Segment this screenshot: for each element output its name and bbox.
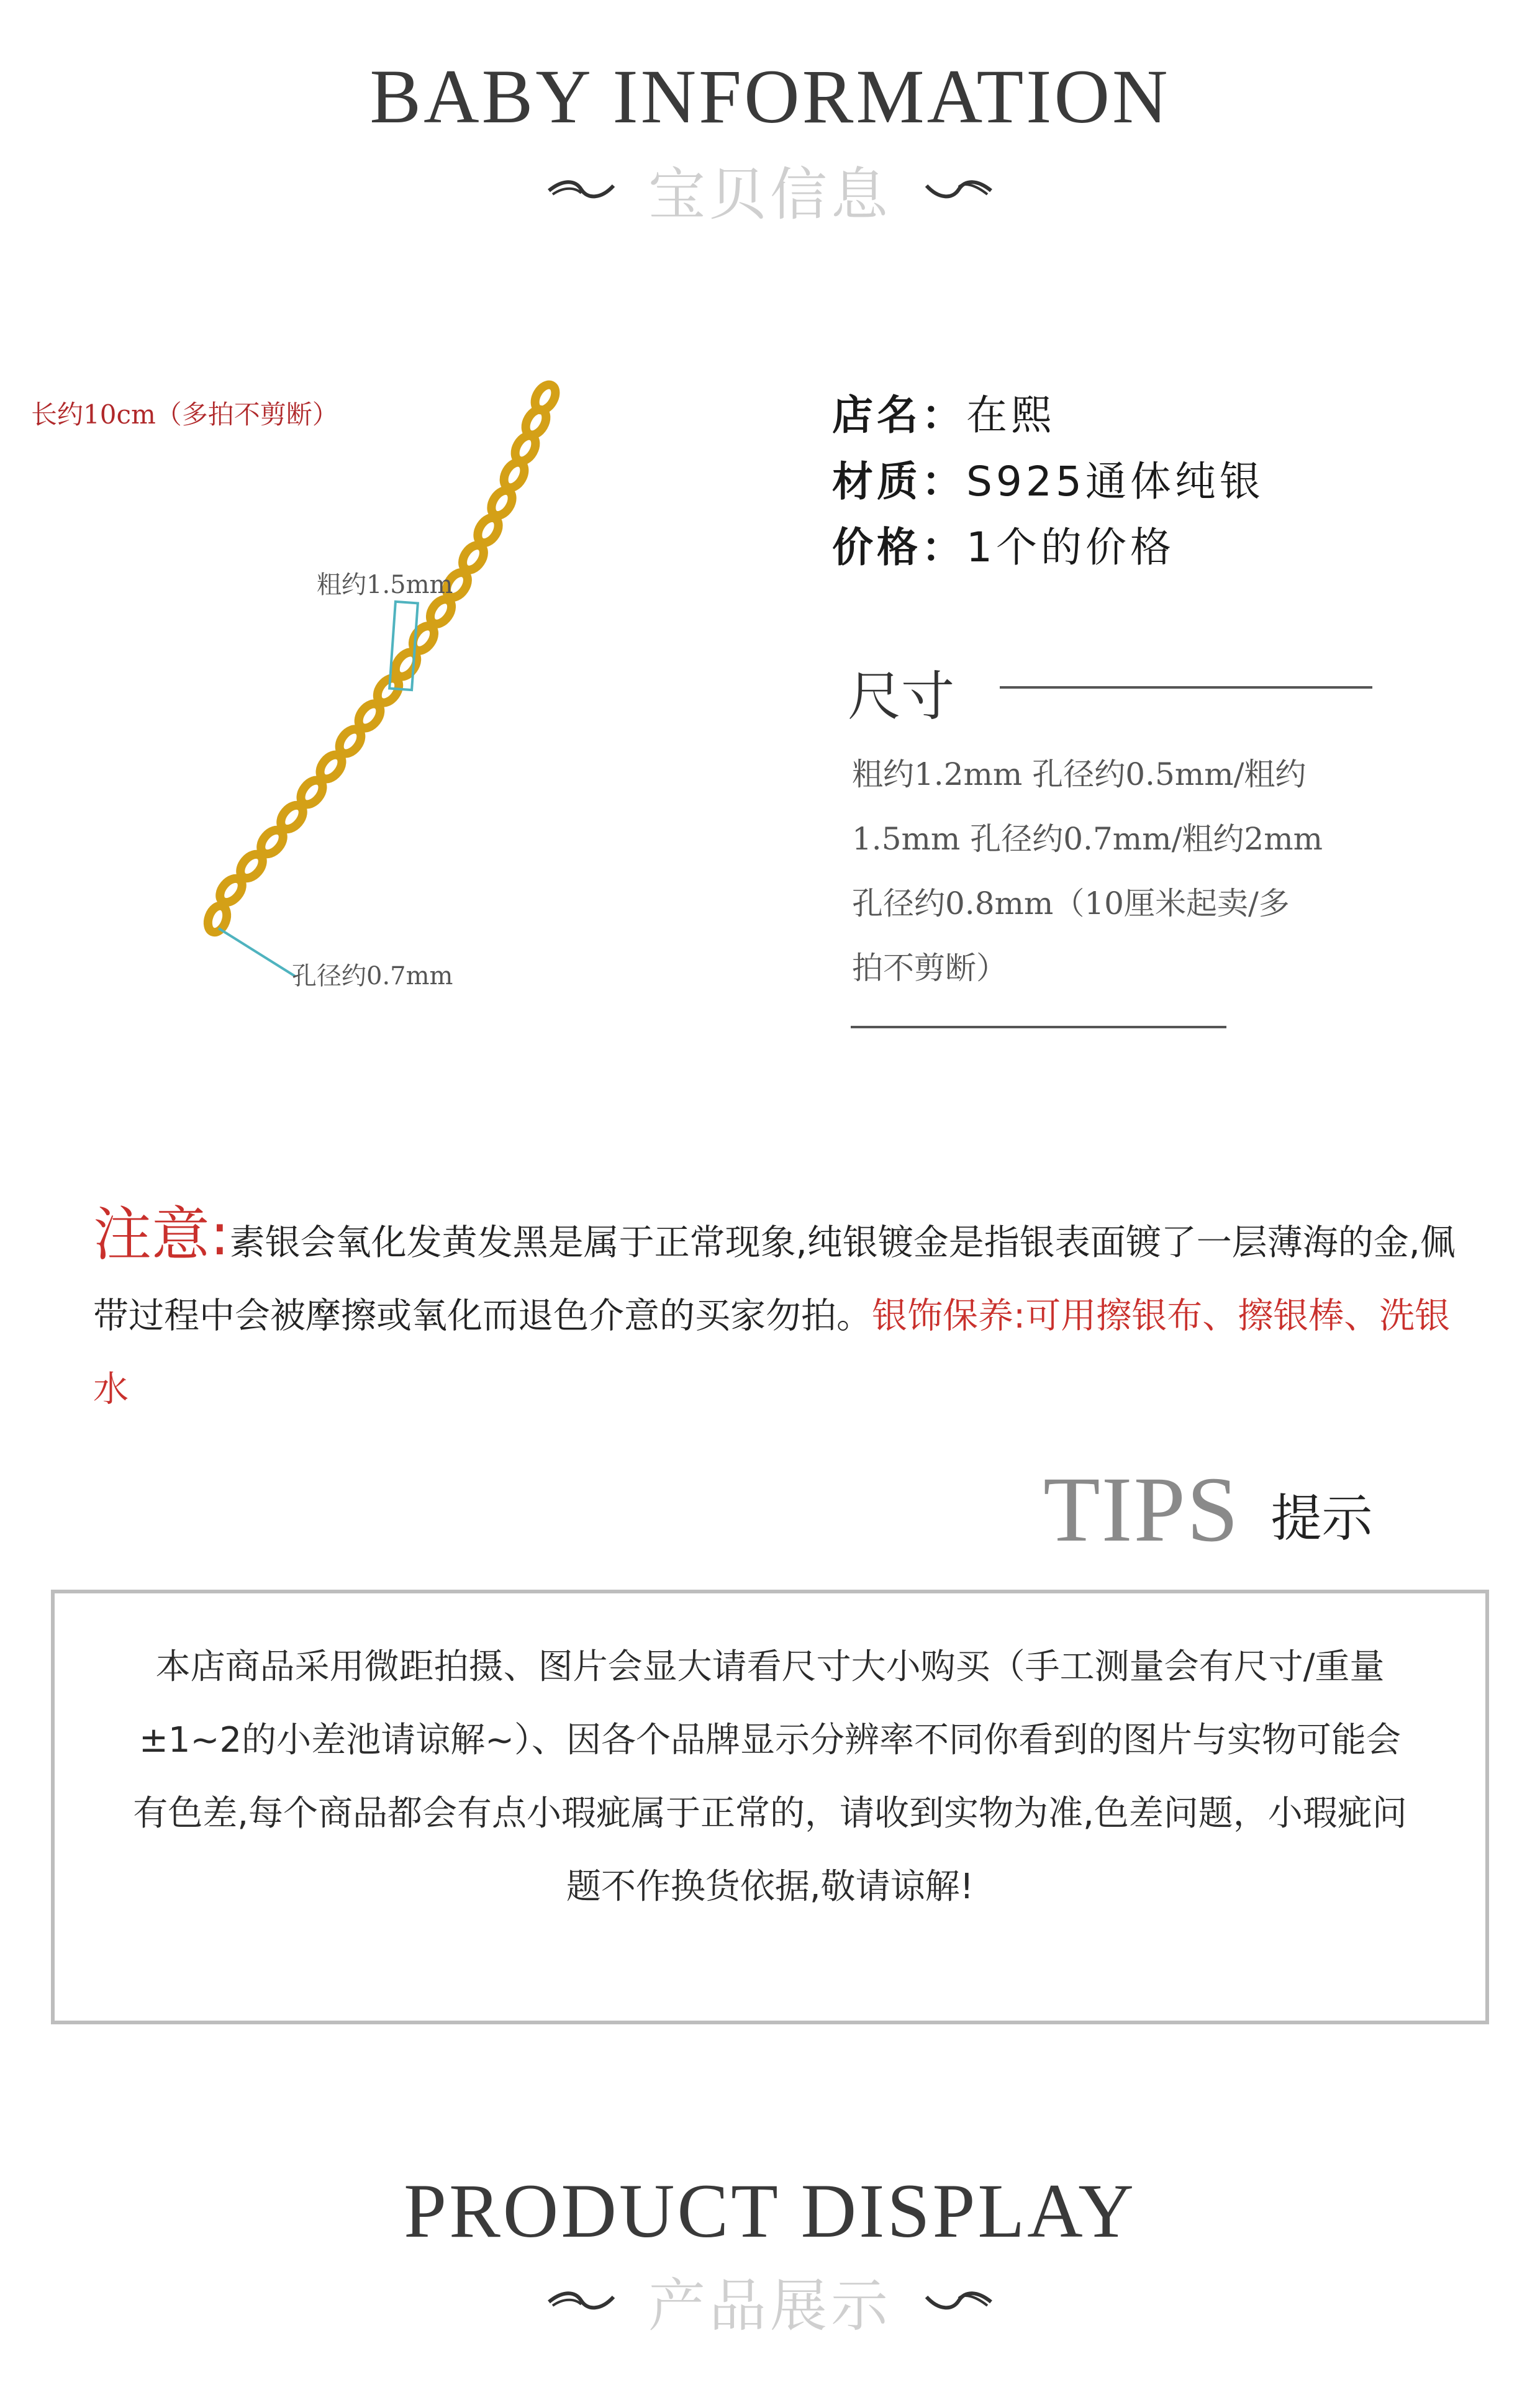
length-label: 长约10cm（多拍不剪断） bbox=[31, 399, 338, 430]
section-subtitle-row bbox=[0, 2260, 1540, 2342]
size-heading: 尺寸 bbox=[848, 666, 954, 728]
price-row bbox=[832, 514, 1175, 573]
material-value: S925通体纯银 bbox=[966, 458, 1264, 505]
section-title-cn: 产品展示 bbox=[648, 2273, 892, 2339]
hole-label: 孔径约0.7mm bbox=[292, 962, 453, 990]
swirl-ornament-icon bbox=[544, 176, 618, 204]
notice-label: 注意: bbox=[93, 1201, 230, 1269]
tips-box bbox=[51, 1590, 1489, 2024]
size-divider-bottom bbox=[851, 1026, 1226, 1028]
shop-name-value: 在熙 bbox=[966, 391, 1056, 439]
tips-text: 本店商品采用微距拍摄、图片会显大请看尺寸大小购买（手工测量会有尺寸/重量±1~2的小差池请谅解~）、因各个品牌显示分辨率不同你看到的图片与实物可能会有色差,每个商品都会有点小瑕疵属于正常的，请收到实物为准,色差问题，小瑕疵问题不作换货依据,敬请谅解! bbox=[133, 1647, 1407, 1907]
tips-title-en: TIPS bbox=[1043, 1458, 1240, 1561]
silver-care-text: 银饰保养:可用擦银布、擦银棒、洗银水 bbox=[93, 1295, 1451, 1410]
thickness-label: 粗约1.5mm bbox=[317, 571, 453, 599]
tips-title-cn: 提示 bbox=[1270, 1489, 1373, 1548]
price-value: 1个的价格 bbox=[966, 523, 1175, 571]
section-title-en: BABY INFORMATION bbox=[369, 54, 1171, 139]
shop-name-row bbox=[832, 382, 1056, 441]
size-spec-line: 粗约1.2mm 孔径约0.5mm/粗约 bbox=[852, 756, 1307, 792]
notice-text: 素银会氧化发黄发黑是属于正常现象,纯银镀金是指银表面镀了一层薄海的金,佩带过程中会被摩擦或氧化而退色介意的买家勿拍。 bbox=[93, 1222, 1456, 1336]
swirl-ornament-icon bbox=[544, 2287, 618, 2316]
shop-name-label: 店名： bbox=[832, 391, 966, 439]
size-spec-line: 1.5mm 孔径约0.7mm/粗约2mm bbox=[852, 821, 1323, 857]
size-divider-top bbox=[1000, 686, 1372, 689]
section-title-cn: 宝贝信息 bbox=[648, 161, 892, 228]
price-label: 价格： bbox=[832, 523, 966, 571]
tips-heading bbox=[1043, 1456, 1372, 1563]
size-spec-line: 孔径约0.8mm（10厘米起卖/多 bbox=[852, 885, 1290, 922]
notice-paragraph bbox=[93, 1198, 1472, 1426]
section-title-en: PRODUCT DISPLAY bbox=[404, 2168, 1136, 2253]
swirl-ornament-icon bbox=[922, 2287, 996, 2316]
section-subtitle-row bbox=[0, 149, 1540, 231]
material-label: 材质： bbox=[832, 458, 966, 505]
material-row bbox=[832, 448, 1264, 507]
swirl-ornament-icon bbox=[922, 176, 996, 204]
size-spec-block bbox=[852, 742, 1411, 1000]
gold-chain-image bbox=[186, 373, 633, 1006]
size-spec-line: 拍不剪断） bbox=[852, 950, 1007, 986]
